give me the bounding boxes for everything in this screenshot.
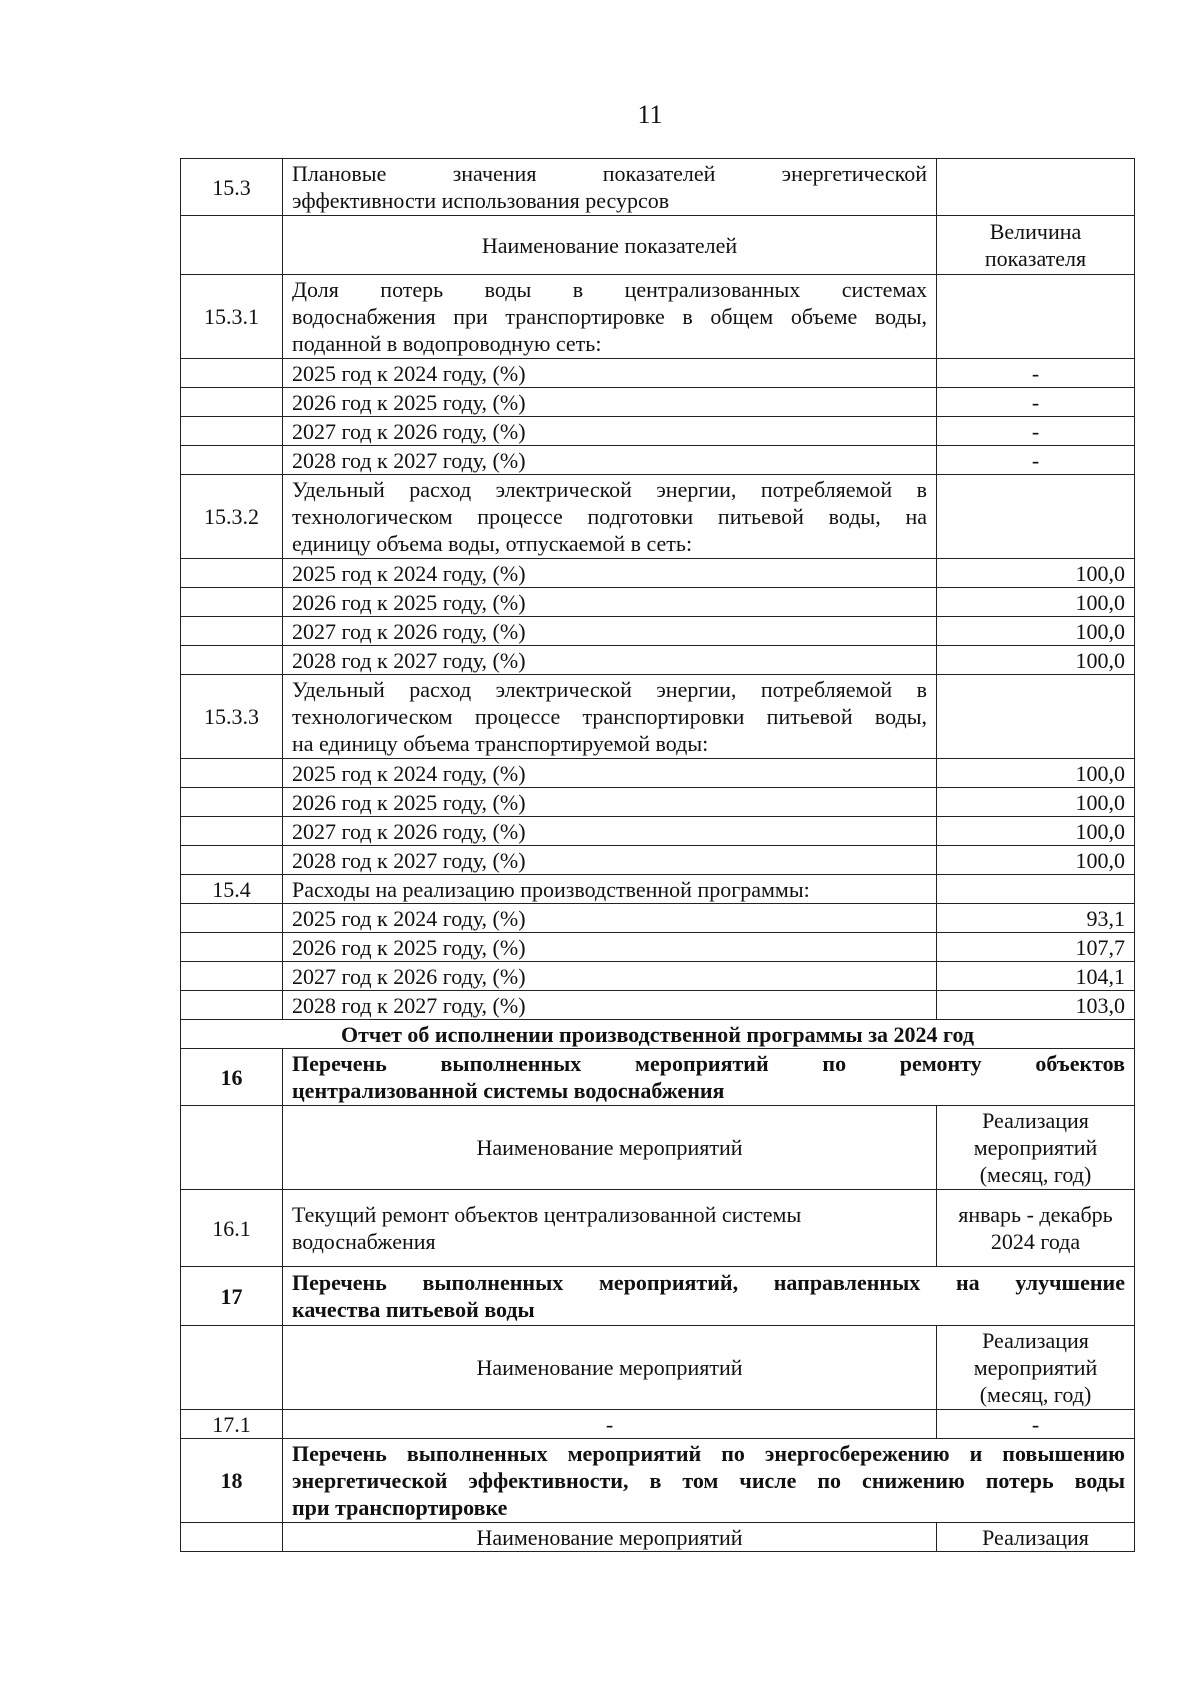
section-title: Перечень выполненных мероприятий, направленных на улучшение качества питьевой воды xyxy=(283,1267,1135,1326)
column-header-implementation: Реализация мероприятий (месяц, год) xyxy=(937,1106,1135,1190)
table-row: 2025 год к 2024 году, (%) 100,0 xyxy=(181,759,1135,788)
header-row xyxy=(181,216,1135,275)
header-row xyxy=(181,1326,1135,1410)
column-header-implementation: Реализация мероприятий (месяц, год) xyxy=(937,1326,1135,1410)
section-17-row xyxy=(181,1267,1135,1326)
section-number: 15.3.2 xyxy=(181,475,283,559)
section-15-3-2-row xyxy=(181,475,1135,559)
page-number: 11 xyxy=(637,100,663,129)
item-implementation: - xyxy=(937,1410,1135,1439)
indicator-title: Удельный расход электрической энергии, потребляемой в технологическом процессе транспортировки питьевой воды, на единицу объема транспортируемой воды: xyxy=(283,675,937,759)
table-row xyxy=(181,1410,1135,1439)
item-name: - xyxy=(283,1410,937,1439)
column-header-name: Наименование мероприятий xyxy=(283,1523,937,1552)
table-row: 2027 год к 2026 году, (%) - xyxy=(181,417,1135,446)
indicator-value: 100,0 xyxy=(937,559,1135,588)
indicator-title: Расходы на реализацию производственной программы: xyxy=(283,875,937,904)
section-title: Плановые значения показателей энергетической эффективности использования ресурсов xyxy=(283,159,937,216)
indicator-value: - xyxy=(937,417,1135,446)
table-row: 2025 год к 2024 году, (%) - xyxy=(181,359,1135,388)
indicator-value: 100,0 xyxy=(937,788,1135,817)
report-title: Отчет об исполнении производственной программы за 2024 год xyxy=(181,1020,1135,1049)
header-row xyxy=(181,1523,1135,1552)
section-15-4-row xyxy=(181,875,1135,904)
indicator-value: 100,0 xyxy=(937,846,1135,875)
indicator-value: 103,0 xyxy=(937,991,1135,1020)
table-row: 2026 год к 2025 году, (%) 100,0 xyxy=(181,588,1135,617)
header-row xyxy=(181,1106,1135,1190)
section-number: 18 xyxy=(181,1439,283,1523)
table-row: 2027 год к 2026 году, (%) 100,0 xyxy=(181,817,1135,846)
table-row: 2025 год к 2024 году, (%) 100,0 xyxy=(181,559,1135,588)
indicator-value: 107,7 xyxy=(937,933,1135,962)
section-number: 15.4 xyxy=(181,875,283,904)
indicator-value: 100,0 xyxy=(937,588,1135,617)
indicator-title: Удельный расход электрической энергии, потребляемой в технологическом процессе подготовки питьевой воды, на единицу объема воды, отпускаемой в сеть: xyxy=(283,475,937,559)
table-row: 2028 год к 2027 году, (%) 103,0 xyxy=(181,991,1135,1020)
section-16-row xyxy=(181,1049,1135,1106)
table-row: 2026 год к 2025 году, (%) 107,7 xyxy=(181,933,1135,962)
section-title: Перечень выполненных мероприятий по ремонту объектов централизованной системы водоснабжения xyxy=(283,1049,1135,1106)
section-number: 17 xyxy=(181,1267,283,1326)
column-header-name: Наименование мероприятий xyxy=(283,1326,937,1410)
section-15-3-3-row xyxy=(181,675,1135,759)
table-row: 2028 год к 2027 году, (%) 100,0 xyxy=(181,646,1135,675)
section-title: Перечень выполненных мероприятий по энергосбережению и повышению энергетической эффективности, в том числе по снижению потерь воды при транспортировке xyxy=(283,1439,1135,1523)
section-number: 15.3.1 xyxy=(181,275,283,359)
item-number: 17.1 xyxy=(181,1410,283,1439)
indicator-value: 100,0 xyxy=(937,759,1135,788)
indicator-title: Доля потерь воды в централизованных системах водоснабжения при транспортировке в общем объеме воды, поданной в водопроводную сеть: xyxy=(283,275,937,359)
item-number: 16.1 xyxy=(181,1190,283,1267)
item-name: Текущий ремонт объектов централизованной системы водоснабжения xyxy=(283,1190,937,1267)
program-table xyxy=(180,158,1135,1552)
section-15-3-row xyxy=(181,159,1135,216)
table-row: 2025 год к 2024 году, (%) 93,1 xyxy=(181,904,1135,933)
indicator-value: 100,0 xyxy=(937,617,1135,646)
section-number: 15.3 xyxy=(181,159,283,216)
report-title-row xyxy=(181,1020,1135,1049)
table-row: 2028 год к 2027 году, (%) 100,0 xyxy=(181,846,1135,875)
column-header-name: Наименование мероприятий xyxy=(283,1106,937,1190)
table-row: 2027 год к 2026 году, (%) 104,1 xyxy=(181,962,1135,991)
column-header-value: Величина показателя xyxy=(937,216,1135,275)
section-18-row xyxy=(181,1439,1135,1523)
indicator-value: 93,1 xyxy=(937,904,1135,933)
item-implementation: январь - декабрь 2024 года xyxy=(937,1190,1135,1267)
table-row xyxy=(181,1190,1135,1267)
indicator-value: 100,0 xyxy=(937,646,1135,675)
indicator-value: 100,0 xyxy=(937,817,1135,846)
indicator-value: - xyxy=(937,359,1135,388)
table-row: 2027 год к 2026 году, (%) 100,0 xyxy=(181,617,1135,646)
table-row: 2026 год к 2025 году, (%) - xyxy=(181,388,1135,417)
section-15-3-1-row xyxy=(181,275,1135,359)
indicator-value: - xyxy=(937,388,1135,417)
table-row: 2026 год к 2025 году, (%) 100,0 xyxy=(181,788,1135,817)
column-header-implementation: Реализация xyxy=(937,1523,1135,1552)
column-header-name: Наименование показателей xyxy=(283,216,937,275)
section-number: 15.3.3 xyxy=(181,675,283,759)
section-number: 16 xyxy=(181,1049,283,1106)
indicator-value: - xyxy=(937,446,1135,475)
indicator-value: 104,1 xyxy=(937,962,1135,991)
table-row: 2028 год к 2027 году, (%) - xyxy=(181,446,1135,475)
